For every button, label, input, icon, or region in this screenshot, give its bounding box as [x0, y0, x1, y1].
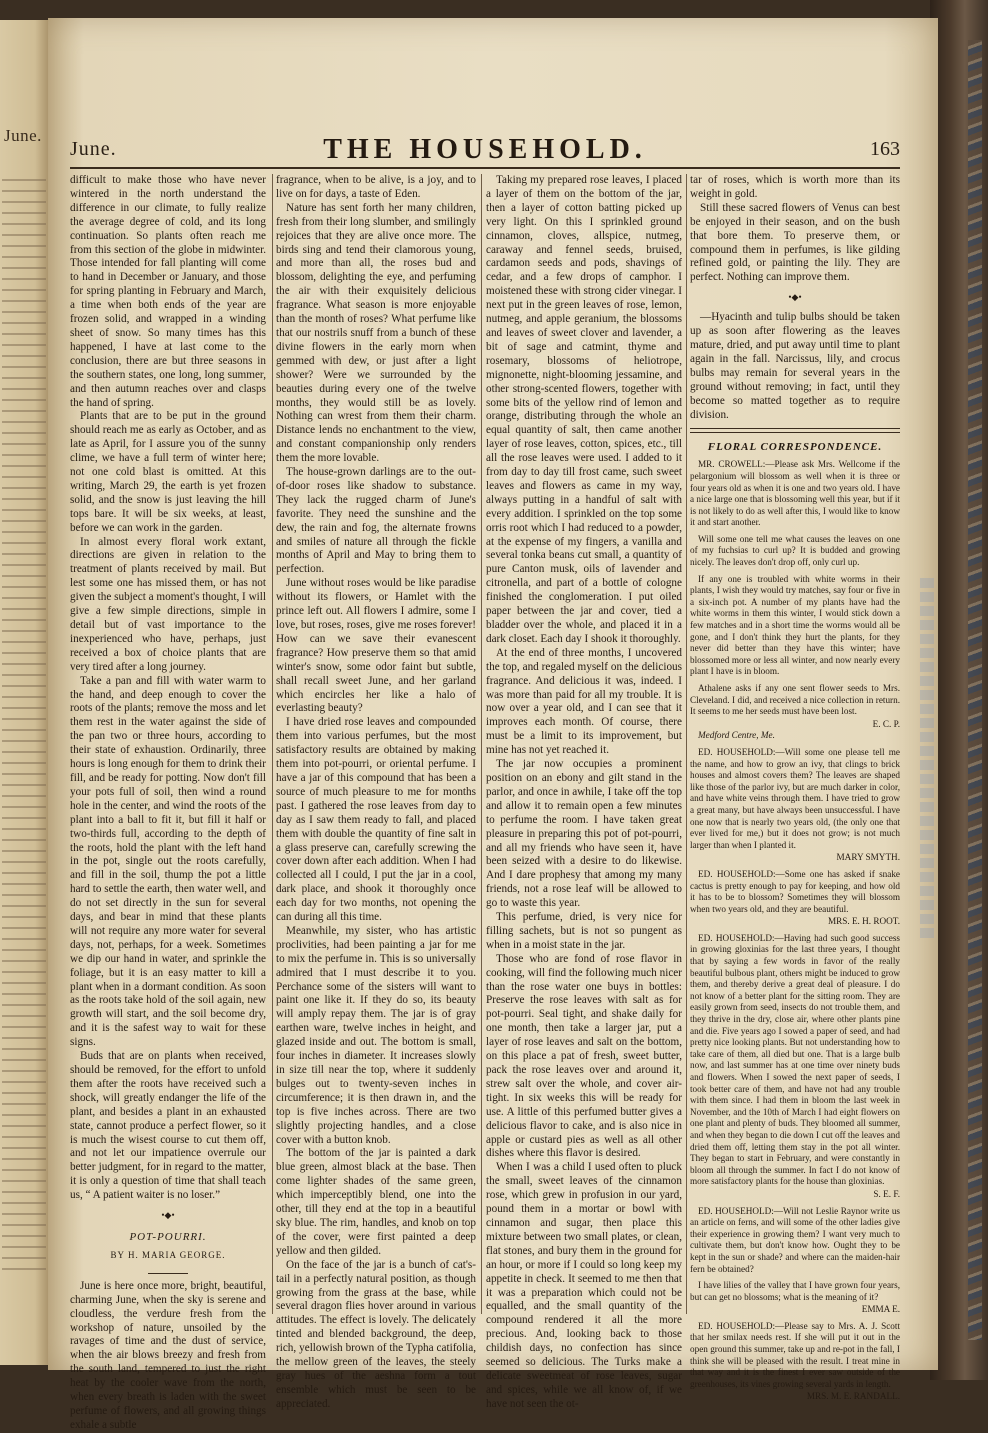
letter — [690, 933, 900, 1201]
paragraph: I have dried rose leaves and compounded them into various perfumes, but the most satisfactory results are obtained by making them into pot-pourri, or oriental perfume. I have a jar of this compound that has been a source of much pleasure to me for months past. I gathered the rose leaves from day to day as I saw them ready to fall, and placed them with double the quantity of fine salt in a glass preserve can, carefully screwing the cover down after each addition. When I had collected all I could, I put the jar in a cool, dark place, and shook it thoroughly once each day for two months, not opening the can during all this time. — [276, 716, 476, 924]
letter — [690, 1321, 900, 1403]
page-header — [70, 124, 900, 164]
byline-rule — [148, 1273, 188, 1274]
paragraph: Nature has sent forth her many children, fresh from their long slumber, and smilingly rejoices that they are alive once more. The birds sing and tend their clamorous young, and more than all, the roses bud and blossom, delighting the eye, and perfuming the air with their exquisitely delicious fragrance. What season is more enjoyable than the month of roses? What perfume like that our nostrils snuff from a bunch of these divine flowers in the early morn when gemmed with dew, or just after a light shower? Were we surrounded by the beauties during every one of the twelve months, they would still be as lovely. Nothing can wrest from them their charm. Distance lends no enchantment to the view, and constant companionship only renders them the more lovable. — [276, 201, 476, 465]
paragraph: Those who are fond of rose flavor in cooking, will find the following much nicer than the rose water one buys in bottles: Preserve the rose leaves with salt as for pot-pourri. Seal tight, and shake daily for one month, then take a larger jar, put a layer of rose leaves and salt on the bottom, on this place a pat of fresh, sweet butter, pack the rose leaves over and around it, strew salt over the whole, and cover air-tight. In six weeks this will be ready for use. A little of this perfumed butter gives a delicious flavor to cake, and is also nice in apple or custard pies as well as all other dishes where this flavor is desired. — [486, 952, 682, 1160]
masthead-title: THE HOUSEHOLD. — [323, 134, 647, 165]
ornament-divider: •◆• — [161, 1210, 175, 1221]
letter-place: Medford Centre, Me. — [698, 730, 775, 741]
header-rule — [70, 167, 900, 169]
ornament-divider: •◆• — [788, 292, 802, 303]
paragraph: June is here once more, bright, beautiful, charming June, when the sky is serene and cloudless, the verdure fresh from the workshop of nature, unsoiled by the ravages of time and the dust of service, when the air blows breezy and fresh from the south land, tempered to just the right heat by the cooler wave from the north, when every breath is laden with the sweet perfume of flowers, and all growing things exhale a subtle — [70, 1279, 266, 1431]
letter — [690, 534, 900, 569]
column-divider — [686, 174, 687, 1314]
letter — [690, 747, 900, 864]
letter — [690, 869, 900, 928]
paragraph: When I was a child I used often to pluck the small, sweet leaves of the cinnamon rose, which grew in profusion in our yard, pound them in a mortar or bowl with cinnamon and sugar, then place this mixture between two small plates, or clean, flat stones, and bury them in the ground for an hour, or more if I could so long keep my appetite in check. It seemed to me then that it was a preparation which could not be equalled, and the small quantity of the compound rendered it all the more precious. And, looking back to those childish days, no confection has since seemed so delicious. The Turks make a delicate sweetmeat of rose leaves, sugar and spices, while we all know of, if we have not seen the ot- — [486, 1161, 682, 1410]
column-divider — [481, 174, 482, 1314]
paragraph: Plants that are to be put in the ground should reach me as early as October, and as late as April, for I assure you of the sunny clime, we have a full term of winter here; not one cold blast is omitted. At this writing, March 29, the earth is yet frozen solid, and the snow is just leaving the hill tops bare. It will be six weeks, at least, before we can work in the garden. — [70, 410, 266, 534]
letter — [690, 574, 900, 678]
left-page-header: June. — [4, 126, 42, 145]
letter-signature: MRS. E. H. ROOT. — [827, 916, 900, 927]
article-title: POT-POURRI. — [129, 1230, 207, 1243]
letter-text: If any one is troubled with white worms in their plants, I wish they would try matches, say four or five in a six-inch pot. A number of my plants have had the white worms in them this winter, I would stick down a few matches and in a short time the worms would all be gone, and I don't think they hurt the plants, for they never did better than they have this winter; have blossomed more or less all winter, and now nearly every plant I have is in bloom. — [690, 573, 900, 677]
paragraph: —Hyacinth and tulip bulbs should be taken up as soon after flowering as the leaves mature, dried, and put away until time to plant again in the fall. Narcissus, lily, and crocus bulbs may remain for several years in the ground without removing; in fact, until they become so matted together as to require division. — [690, 311, 900, 421]
letter-text: Athalene asks if any one sent flower seeds to Mrs. Cleveland. I did, and received a nice collection in return. It seems to me her seeds must have been lost. — [690, 683, 900, 717]
paragraph: At the end of three months, I uncovered the top, and regaled myself on the delicious fragrance. And delicious it was, indeed. I was more than paid for all my trouble. It is now over a year old, and I can see that it improves each month. Of course, there must be a limit to its improvement, but mine has not yet reached it. — [486, 646, 682, 757]
paragraph: The house-grown darlings are to the out-of-door roses like shadow to substance. They lack the rugged charm of June's favorite. They need the sunshine and the dew, the rain and fog, the alternate frowns and smiles of nature all through the fickle months of April and May to bring them to perfection. — [276, 466, 476, 576]
paragraph: tar of roses, which is worth more than its weight in gold. — [690, 174, 900, 200]
column-1 — [70, 174, 266, 1431]
letter-text: I have lilies of the valley that I have grown four years, but can get no blossoms; what is the meaning of it? — [690, 1280, 900, 1302]
floral-correspondence — [690, 459, 900, 1403]
paragraph: Still these sacred flowers of Venus can best be enjoyed in their season, and on the bush that bore them. To preserve them, or compound them in perfumes, is like gilding refined gold, or painting the lily. They are perfect. Nothing can improve them. — [690, 201, 900, 284]
letter-text: ED. HOUSEHOLD:—Will not Leslie Raynor write us an article on ferns, and will some of the other ladies give their experience in growing them? I want very much to cultivate them, but don't know how. Ought they to be kept in the sun or shade? and where can the maiden-hair fern be obtained? — [690, 1205, 900, 1274]
letter — [690, 683, 900, 742]
paragraph: The jar now occupies a prominent position on an ebony and gilt stand in the parlor, and once in awhile, I take off the top and allow it to remain open a few minutes to perfume the room. I have taken great pleasure in preparing this pot of pot-pourri, and all my friends who have seen it, have been seized with a desire to do likewise. And I dare prophesy that among my many friends, not a rose leaf will be allowed to go to waste this year. — [486, 758, 682, 910]
letter-text: ED. HOUSEHOLD:—Some one has asked if snake cactus is pretty enough to pay for keeping, and how old it has to be to blossom? Sometimes they will blossom when two years old, and they are beautiful. — [690, 868, 900, 914]
paragraph: Meanwhile, my sister, who has artistic proclivities, had been painting a jar for me to mix the perfume in. This is so universally admired that I must describe it to you. Perchance some of the sisters will want to paint one like it. If they do so, its beauty will amply repay them. The jar is of gray earthen ware, twelve inches in height, and glazed inside and out. The bottom is small, four inches in diameter. It increases slowly in size till near the top, where it suddenly bulges out to twenty-seven inches in circumference; it is then drawn in, and the top is five inches across. There are two slightly projecting handles, and a close cover with a button knob. — [276, 924, 476, 1146]
marbled-edge — [968, 40, 982, 1340]
letter-signature: EMMA E. — [861, 1304, 900, 1315]
newspaper-page — [48, 18, 938, 1431]
section-rule — [690, 428, 900, 433]
paragraph: Take a pan and fill with water warm to the hand, and deep enough to cover the roots of the plants; remove the moss and let them rest in the water against the side of the pan two or three hours, according to their state of exhaustion. Ordinarily, three hours is long enough for them to drink their fill, and be ready for potting. Now don't fill your pots full of soil, then wind a round hole in the center, and wind the roots of the plant into a ball to fit it, but fill it half or two-thirds full, according to the depth of the roots, hold the plant with the left hand in the pot, single out the roots carefully, and fill in the soil, thump the pot a little hard to settle the earth, then water well, and do not set directly in the sun for several days, and bear in mind that these plants will not require any more water for several days, not, perhaps, for a week. Sometimes we dip our hand in water, and sprinkle the foliage, but it is an easy matter to kill a plant when in a dormant condition. As soon as the roots take hold of the soil again, new growth will start, and the soil become dry, and it is the safest way to wait for these signs. — [70, 674, 266, 1049]
letter — [690, 459, 900, 529]
paragraph: This perfume, dried, is very nice for filling sachets, but is not so pungent as when in a moist state in the jar. — [486, 911, 682, 951]
paragraph: On the face of the jar is a bunch of cat's-tail in a perfectly natural position, as though growing from the grass at the base, while several dragon flies hover around in various attitudes. The effect is lovely. The delicately tinted and blended background, the deep, rich, yellowish brown of the Typha catifolia, the mellow green of the leaves, the steely gray hues of the aeshna form a tout ensemble which must be seen to be appreciated. — [276, 1258, 476, 1410]
book-spine — [930, 0, 988, 1380]
section-title: FLORAL CORRESPONDENCE. — [707, 441, 883, 454]
paragraph: June without roses would be like paradise without its flowers, or Hamlet with the prince left out. All flowers I admire, some I love, but roses, roses, give me roses forever! How can we save their evanescent fragrance? How preserve them so that amid winter's snow, some odor faint but subtle, shall recall sweet June, and her garland which encircles her like a halo of everlasting beauty? — [276, 577, 476, 715]
letter-signature: MARY SMYTH. — [836, 852, 900, 863]
letter-text: ED. HOUSEHOLD:—Will some one please tell me the name, and how to grow an ivy, that clings to brick houses and almost covers them? The leaves are shaped like those of the parlor ivy, but are much darker in color, and have white veins through them. I have tried to grow a great many, but have always been unsuccessful. I have one now that is nearly two years old, (the only one that ever lived for me,) but it does not grow; is not much larger than when I planted it. — [690, 746, 900, 850]
paragraph: fragrance, when to be alive, is a joy, and to live on for days, a taste of Eden. — [276, 174, 476, 200]
paragraph: Taking my prepared rose leaves, I placed a layer of them on the bottom of the jar, then a layer of cotton batting picked up very light. On this I sprinkled ground cinnamon, cloves, allspice, nutmeg, caraway and fennel seeds, bruised, cardamon seeds and pods, shavings of cedar, and a few drops of camphor. I moistened these with strong cider vinegar. I next put in the green leaves of rose, lemon, nutmeg, and apple geranium, the blossoms and leaves of sweet clover and lavender, a bit of sage and catmint, thyme and rosemary, blossoms of heliotrope, mignonette, night-blooming jessamine, and other strong-scented flowers, together with some bits of the yellow rind of lemon and orange, distributing through the whole an equal quantity of salt, then came another layer of rose leaves, cotton, spices, etc., till all the rose leaves were used. I added to it from day to day till frost came, such sweet leaves and flowers as came in my way, always putting in a handful of salt with every addition. I sprinkled on the top some orris root which I had reduced to a powder, at the expense of my fingers, a vanilla and several tonka beans cut small, a quantity of pure Canton musk, oils of lavender and citronella, and part of a bottle of cologne finished the conglomeration. I put oiled paper between the jar and cover, tied a bladder over the whole, and placed it in a dark closet. Each day I shook it thoroughly. — [486, 174, 682, 645]
column-2 — [276, 174, 476, 1410]
article-byline: BY H. MARIA GEORGE. — [110, 1249, 226, 1260]
page-number: 163 — [870, 138, 900, 160]
letter-text: Will some one tell me what causes the leaves on one of my fuchsias to curl up? It is budded and growing nicely. The leaves don't drop off, only curl up. — [690, 533, 900, 568]
column-3 — [486, 174, 682, 1410]
letter — [690, 1206, 900, 1276]
library-stamp — [920, 578, 934, 938]
letter-text: MR. CROWELL:—Please ask Mrs. Wellcome if the pelargonium will blossom as well when it is three or four years old as when it is one and two years old. I have a nice large one that is blossoming well this year, but if it is not likely to do as well after this, I would like to know it and start another. — [690, 459, 900, 528]
column-divider — [272, 174, 273, 1314]
paragraph: difficult to make those who have never wintered in the north understand the difference in our climate, to fully realize the average degree of cold, and its long continuation. So plants often reach me from this section of the globe in midwinter. Those intended for fall planting will come to hand in December or January, and those for spring planting in February and March, a time when both ends of the year are frozen solid, and wrapped in a winding sheet of snow. So many times has this happened, I have at last come to the conclusion, there are but three seasons in the southern states, one long, long summer, and then autumn reaches over and clasps the hand of spring. — [70, 174, 266, 409]
paragraph: Buds that are on plants when received, should be removed, for the effort to unfold them after the roots have received such a shock, will greatly endanger the life of the plant, and besides a plant in an exhausted state, cannot produce a perfect flower, so it is much the wisest course to cut them off, and not let our impatience overrule our better judgment, for in regard to the matter, it is only a question of time that shall teach us, “ A patient waiter is no loser.” — [70, 1050, 266, 1202]
paragraph: The bottom of the jar is painted a dark blue green, almost black at the base. Then come lighter shades of the same green, which imperceptibly blend, one into the other, till they end at the top in a beautiful sky blue. The rim, handles, and knob on top of the cover, were first painted a deep yellow and then gilded. — [276, 1147, 476, 1257]
letter-text: ED. HOUSEHOLD:—Having had such good success in growing gloxinias for the last three years, I thought that by saying a few words in favor of the really beautiful bulbous plant, others might be induced to grow them, and thereby derive a great deal of pleasure. I do not know of a better plant for the sitting room. They are easily grown from seed, insects do not trouble them, and they thrive in the dry, close air, where other plants pine and die. Five years ago I sowed a paper of seed, and had pretty nice looking plants. But not understanding how to take care of them, all died but one. That is a large bulb now, and last summer has at one time over ninety buds and flowers. When I sowed the next paper of seeds, I took better care of them, and have not had any trouble with them since. I had them in bloom the last week in November, and the 10th of March I had eight flowers on one plant and plenty of buds. They bloomed all summer, and when they began to die down I cut off the leaves and dried them off, letting them stay in the pot all winter. They began to start in February, and were constantly in bloom all through the summer. In fact I do not know of more satisfactory plants for the house than gloxinias. — [690, 932, 900, 1187]
letter-text: ED. HOUSEHOLD:—Please say to Mrs. A. J. Scott that her smilax needs rest. If she will put it out in the open ground this summer, take up and re-pot in the fall, I think she will be pleased with the result. I treat mine in that way and it is the finest I ever saw outside of the greenhouses, its vines growing several yards in length. — [690, 1320, 900, 1389]
paragraph: In almost every floral work extant, directions are given in relation to the treatment of plants received by mail. But lest some one has missed them, or has not given the subject a moment's thought, I will give a few simple directions, simple in detail but of vast importance to the inexperienced who have, perhaps, just received a box of choice plants that are very tired after a long journey. — [70, 535, 266, 673]
header-month: June. — [70, 138, 117, 160]
letter-signature: E. C. P. — [872, 718, 900, 729]
letter-signature: MRS. M. E. RANDALL. — [806, 1391, 900, 1402]
letter — [690, 1280, 900, 1316]
column-4 — [690, 174, 900, 1402]
letter-signature: S. E. F. — [873, 1188, 900, 1199]
left-facing-page — [0, 20, 50, 1365]
